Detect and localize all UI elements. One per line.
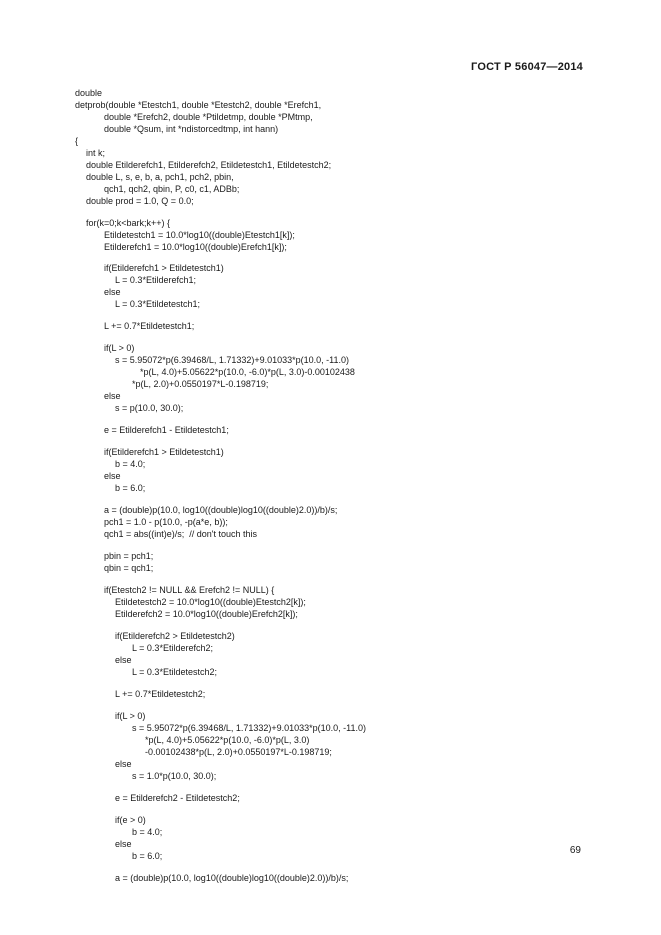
page-number: 69 <box>569 845 581 856</box>
code-line: if(e > 0) <box>115 815 146 825</box>
code-line: else <box>115 839 132 849</box>
code-line: s = 1.0*p(10.0, 30.0); <box>132 771 217 781</box>
code-line: L = 0.3*Etilderefch1; <box>115 275 196 285</box>
code-line: e = Etilderefch1 - Etildetestch1; <box>104 425 229 435</box>
code-line: qbin = qch1; <box>104 563 154 573</box>
code-line: int k; <box>86 148 106 158</box>
code-line: if(Etilderefch2 > Etildetestch2) <box>115 631 235 641</box>
code-line: double Etilderefch1, Etilderefch2, Etildetestch1, Etildetestch2; <box>86 160 332 170</box>
code-line: if(Etilderefch1 > Etildetestch1) <box>104 447 224 457</box>
code-line: if(L > 0) <box>104 343 135 353</box>
code-line: else <box>115 759 132 769</box>
code-line: L += 0.7*Etildetestch2; <box>115 689 206 699</box>
code-line: L = 0.3*Etilderefch2; <box>132 643 213 653</box>
code-line: s = p(10.0, 30.0); <box>115 403 184 413</box>
code-line: for(k=0;k<bark;k++) { <box>86 218 171 228</box>
code-line: detprob(double *Etestch1, double *Etestch2, double *Erefch1, <box>75 100 322 110</box>
code-line: pbin = pch1; <box>104 551 154 561</box>
code-line: b = 6.0; <box>132 851 163 861</box>
code-line: else <box>104 287 121 297</box>
code-line: a = (double)p(10.0, log10((double)log10((double)2.0))/b)/s; <box>104 505 338 515</box>
code-line: e = Etilderefch2 - Etildetestch2; <box>115 793 240 803</box>
code-line: s = 5.95072*p(6.39468/L, 1.71332)+9.01033*p(10.0, -11.0) <box>115 355 350 365</box>
code-line: if(Etestch2 != NULL && Erefch2 != NULL) { <box>104 585 275 595</box>
code-line: L += 0.7*Etildetestch1; <box>104 321 195 331</box>
code-line: Etildetestch2 = 10.0*log10((double)Etestch2[k]); <box>115 597 306 607</box>
code-line: Etilderefch2 = 10.0*log10((double)Erefch2[k]); <box>115 609 298 619</box>
code-line: double L, s, e, b, a, pch1, pch2, pbin, <box>86 172 234 182</box>
code-line: Etildetestch1 = 10.0*log10((double)Etestch1[k]); <box>104 230 295 240</box>
code-line: qch1 = abs((int)e)/s; // don't touch this <box>104 529 258 539</box>
code-line: L = 0.3*Etildetestch2; <box>132 667 217 677</box>
code-line: if(L > 0) <box>115 711 146 721</box>
code-line: qch1, qch2, qbin, P, c0, c1, ADBb; <box>104 184 240 194</box>
document-standard-header: ГОСТ Р 56047—2014 <box>471 61 583 73</box>
code-line: double <box>75 88 103 98</box>
code-line: L = 0.3*Etildetestch1; <box>115 299 200 309</box>
code-line: Etilderefch1 = 10.0*log10((double)Erefch1[k]); <box>104 242 287 252</box>
code-line: *p(L, 4.0)+5.05622*p(10.0, -6.0)*p(L, 3.0) <box>145 735 310 745</box>
code-line: { <box>75 136 79 146</box>
code-line: *p(L, 4.0)+5.05622*p(10.0, -6.0)*p(L, 3.0)-0.00102438 <box>140 367 355 377</box>
code-line: b = 4.0; <box>132 827 163 837</box>
code-line: -0.00102438*p(L, 2.0)+0.0550197*L-0.198719; <box>145 747 332 757</box>
code-line: else <box>104 391 121 401</box>
code-line: pch1 = 1.0 - p(10.0, -p(a*e, b)); <box>104 517 228 527</box>
code-line: b = 6.0; <box>115 483 146 493</box>
code-line: else <box>104 471 121 481</box>
code-line: if(Etilderefch1 > Etildetestch1) <box>104 263 224 273</box>
code-line: a = (double)p(10.0, log10((double)log10((double)2.0))/b)/s; <box>115 873 349 883</box>
code-line: *p(L, 2.0)+0.0550197*L-0.198719; <box>132 379 269 389</box>
code-line: s = 5.95072*p(6.39468/L, 1.71332)+9.01033*p(10.0, -11.0) <box>132 723 367 733</box>
code-line: else <box>115 655 132 665</box>
code-line: b = 4.0; <box>115 459 146 469</box>
code-line: double *Qsum, int *ndistorcedtmp, int hann) <box>104 124 279 134</box>
code-line: double prod = 1.0, Q = 0.0; <box>86 196 194 206</box>
code-line: double *Erefch2, double *Ptildetmp, double *PMtmp, <box>104 112 313 122</box>
